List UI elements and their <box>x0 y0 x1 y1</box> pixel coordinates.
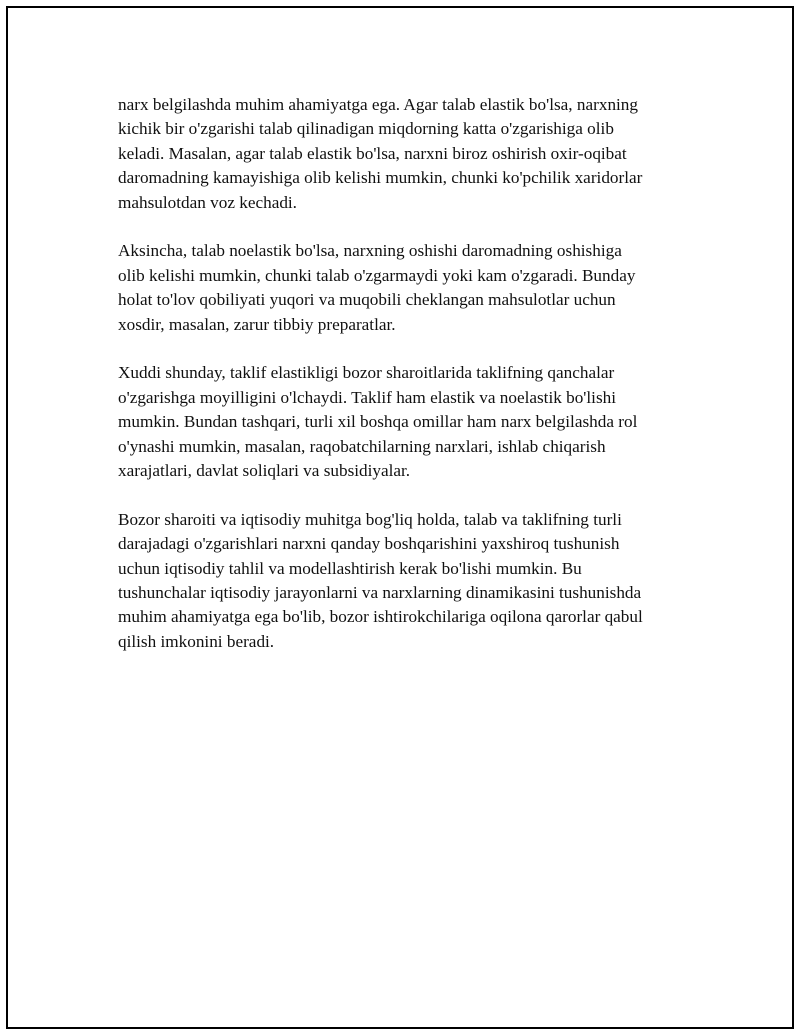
document-body <box>118 93 698 679</box>
text-line: Aksincha, talab noelastik bo'lsa, narxning oshishi daromadning oshishiga <box>118 241 622 261</box>
text-line: kichik bir o'zgarishi talab qilinadigan miqdorning katta o'zgarishiga olib <box>118 119 614 139</box>
text-line: mumkin. Bundan tashqari, turli xil boshqa omillar ham narx belgilashda rol <box>118 412 638 432</box>
text-line: xosdir, masalan, zarur tibbiy preparatlar. <box>118 314 396 334</box>
text-line: holat to'lov qobiliyati yuqori va muqobili cheklangan mahsulotlar uchun <box>118 290 616 310</box>
text-line: narx belgilashda muhim ahamiyatga ega. Agar talab elastik bo'lsa, narxning <box>118 95 638 114</box>
text-line: Bozor sharoiti va iqtisodiy muhitga bog'liq holda, talab va taklifning turli <box>118 509 622 529</box>
text-line: tushunchalar iqtisodiy jarayonlarni va narxlarning dinamikasini tushunishda <box>118 583 642 603</box>
text-line: qilish imkonini beradi. <box>118 631 275 651</box>
text-line: muhim ahamiyatga ega bo'lib, bozor ishtirokchilariga oqilona qarorlar qabul <box>118 607 643 627</box>
text-line: xarajatlari, davlat soliqlari va subsidiyalar. <box>118 461 411 481</box>
text-line: daromadning kamayishiga olib kelishi mumkin, chunki ko'pchilik xaridorlar <box>118 168 643 188</box>
paragraph-2 <box>118 239 698 337</box>
text-line: uchun iqtisodiy tahlil va modellashtirish kerak bo'lishi mumkin. Bu <box>118 558 582 578</box>
text-line: olib kelishi mumkin, chunki talab o'zgarmaydi yoki kam o'zgaradi. Bunday <box>118 265 636 285</box>
text-line: darajadagi o'zgarishlari narxni qanday boshqarishini yaxshiroq tushunish <box>118 534 620 554</box>
paragraph-4 <box>118 508 698 654</box>
text-line: mahsulotdan voz kechadi. <box>118 192 297 212</box>
paragraph-1 <box>118 93 698 215</box>
text-line: keladi. Masalan, agar talab elastik bo'lsa, narxni biroz oshirish oxir-oqibat <box>118 143 627 163</box>
text-line: Xuddi shunday, taklif elastikligi bozor sharoitlarida taklifning qanchalar <box>118 363 615 383</box>
text-line: o'ynashi mumkin, masalan, raqobatchilarning narxlari, ishlab chiqarish <box>118 436 606 456</box>
text-line: o'zgarishga moyilligini o'lchaydi. Taklif ham elastik va noelastik bo'lishi <box>118 387 616 407</box>
paragraph-3 <box>118 361 698 483</box>
